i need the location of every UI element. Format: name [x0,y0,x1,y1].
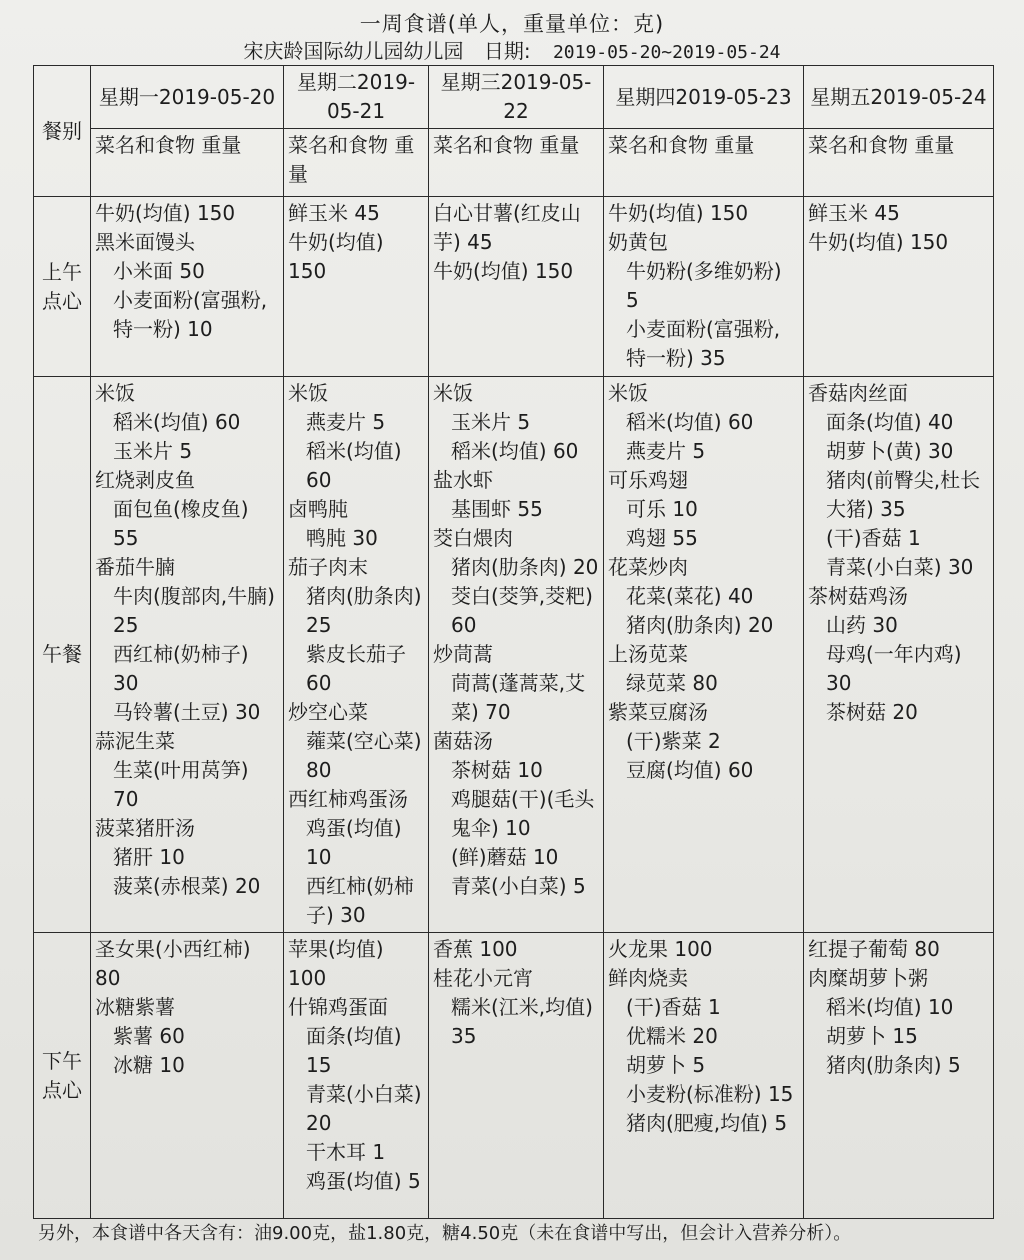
page-title: 一周食谱(单人，重量单位：克) [359,12,665,36]
menu-item: (干)香菇 1 [626,995,721,1019]
menu-item: 花菜(菜花) 40 [626,584,754,608]
meal-label: 下午点心 [34,933,91,1219]
menu-item: 黑米面馒头 [95,230,195,254]
meal-cell [284,377,429,933]
meal-cell [91,933,284,1219]
sub-header: 菜名和食物 重量 [91,129,284,197]
menu-item: 白心甘薯(红皮山芋) 45 [433,201,581,254]
menu-item: 玉米片 5 [451,410,531,434]
menu-item: 紫薯 60 [113,1024,185,1048]
menu-item: 西红柿(奶柿子) 30 [113,642,249,695]
menu-item: 牛奶(均值) 150 [95,201,236,225]
menu-item: 上汤苋菜 [608,642,688,666]
menu-item: 胡萝卜(黄) 30 [826,439,954,463]
menu-item: 米饭 [95,381,135,405]
day-header: 星期四2019-05-23 [604,66,804,129]
menu-item: 小麦面粉(富强粉,特一粉) 10 [113,288,268,341]
menu-item: 面包鱼(橡皮鱼) 55 [113,497,249,550]
menu-item: 茶树菇鸡汤 [808,584,908,608]
menu-item: 燕麦片 5 [626,439,706,463]
menu-item: 玉米片 5 [113,439,193,463]
menu-item: 鲜玉米 45 [808,201,900,225]
menu-item: 小麦粉(标准粉) 15 [626,1082,794,1106]
menu-item: 炒茼蒿 [433,642,493,666]
menu-item: 稻米(均值) 60 [306,439,402,492]
meal-row [34,377,994,933]
date-range: 2019-05-20~2019-05-24 [552,42,781,63]
menu-item: 母鸡(一年内鸡) 30 [826,642,962,695]
date-label: 日期: [483,39,531,63]
day-header: 星期二2019-05-21 [284,66,429,129]
menu-item: 盐水虾 [433,468,493,492]
menu-item: 面条(均值) 40 [826,410,954,434]
menu-item: 猪肉(肋条肉) 20 [451,555,599,579]
menu-item: 牛奶(均值) 150 [288,230,384,283]
menu-item: 马铃薯(土豆) 30 [113,700,261,724]
menu-item: 糯米(江米,均值) 35 [451,995,593,1048]
menu-item: 牛肉(腹部肉,牛腩) 25 [113,584,275,637]
page-subtitle [0,35,1024,64]
menu-item: 鸡腿菇(干)(毛头鬼伞) 10 [451,787,595,840]
menu-item: 鸡蛋(均值) 10 [306,816,402,869]
menu-item: 紫皮长茄子 60 [306,642,406,695]
menu-item: 鸡翅 55 [626,526,698,550]
sub-header: 菜名和食物 重量 [284,129,429,197]
menu-item: 紫菜豆腐汤 [608,700,708,724]
footer-note: 另外，本食谱中各天含有：油9.00克，盐1.80克，糖4.50克（未在食谱中写出，但会计入营养分析）。 [38,1223,852,1244]
menu-item: (干)紫菜 2 [626,729,721,753]
menu-item: 胡萝卜 5 [626,1053,706,1077]
menu-item: 猪肝 10 [113,845,185,869]
menu-item: 香菇肉丝面 [808,381,908,405]
menu-item: 米饭 [288,381,328,405]
day-header: 星期三2019-05-22 [429,66,604,129]
menu-item: 鸡蛋(均值) 5 [306,1169,421,1193]
menu-item: 花菜炒肉 [608,555,688,579]
menu-item: 牛奶粉(多维奶粉) 5 [626,259,782,312]
menu-item: 卤鸭肫 [288,497,348,521]
menu-item: 冰糖 10 [113,1053,185,1077]
day-header: 星期五2019-05-24 [804,66,994,129]
menu-item: 燕麦片 5 [306,410,386,434]
menu-item: 香蕉 100 [433,937,518,961]
menu-item: 牛奶(均值) 150 [808,230,949,254]
menu-item: 面条(均值) 15 [306,1024,402,1077]
menu-item: 胡萝卜 15 [826,1024,918,1048]
menu-item: 猪肉(肋条肉) 20 [626,613,774,637]
menu-item: 西红柿(奶柿子) 30 [306,874,414,927]
menu-item: (干)香菇 1 [826,526,921,550]
menu-item: 茼蒿(蓬蒿菜,艾菜) 70 [451,671,586,724]
meal-cell [429,197,604,377]
menu-item: 猪肉(肥瘦,均值) 5 [626,1111,788,1135]
header-row-days [34,66,994,129]
menu-item: 番茄牛腩 [95,555,175,579]
menu-item: 红烧剥皮鱼 [95,468,195,492]
meal-column-header: 餐别 [34,66,91,197]
sub-header: 菜名和食物 重量 [804,129,994,197]
menu-item: 青菜(小白菜) 5 [451,874,586,898]
menu-item: 稻米(均值) 60 [113,410,241,434]
menu-item: 奶黄包 [608,230,668,254]
meal-cell [429,933,604,1219]
meal-cell [604,933,804,1219]
meal-cell [804,377,994,933]
menu-item: 什锦鸡蛋面 [288,995,388,1019]
meal-row [34,197,994,377]
meal-cell [284,197,429,377]
menu-item: 炒空心菜 [288,700,368,724]
menu-item: 鲜肉烧卖 [608,966,688,990]
meal-label: 午餐 [34,377,91,933]
menu-item: 可乐 10 [626,497,698,521]
menu-item: 菌菇汤 [433,729,493,753]
menu-item: 茭白煨肉 [433,526,513,550]
meal-cell [429,377,604,933]
menu-item: 桂花小元宵 [433,966,533,990]
meal-cell [604,197,804,377]
menu-item: 西红柿鸡蛋汤 [288,787,408,811]
menu-item: 米饭 [433,381,473,405]
day-header: 星期一2019-05-20 [91,66,284,129]
menu-item: 小米面 50 [113,259,205,283]
menu-item: 基围虾 55 [451,497,543,521]
meal-label: 上午点心 [34,197,91,377]
meal-cell [91,377,284,933]
menu-item: 茶树菇 20 [826,700,918,724]
menu-item: 猪肉(肋条肉) 5 [826,1053,961,1077]
menu-item: 绿苋菜 80 [626,671,718,695]
menu-item: 菠菜猪肝汤 [95,816,195,840]
menu-item: 稻米(均值) 10 [826,995,954,1019]
menu-item: 牛奶(均值) 150 [608,201,749,225]
sub-header: 菜名和食物 重量 [604,129,804,197]
menu-item: 肉糜胡萝卜粥 [808,966,928,990]
meal-cell [804,933,994,1219]
sub-header: 菜名和食物 重量 [429,129,604,197]
menu-item: 茭白(茭笋,茭粑) 60 [451,584,593,637]
menu-item: 稻米(均值) 60 [451,439,579,463]
menu-item: 牛奶(均值) 150 [433,259,574,283]
menu-item: 鸭肫 30 [306,526,378,550]
meal-cell [804,197,994,377]
meal-cell [284,933,429,1219]
menu-item: 冰糖紫薯 [95,995,175,1019]
menu-item: 猪肉(前臀尖,杜长大猪) 35 [826,468,981,521]
menu-item: 茶树菇 10 [451,758,543,782]
header-row-sub [34,129,994,197]
menu-item: 小麦面粉(富强粉,特一粉) 35 [626,317,781,370]
menu-item: 优糯米 20 [626,1024,718,1048]
menu-item: 苹果(均值) 100 [288,937,384,990]
menu-item: 青菜(小白菜) 20 [306,1082,422,1135]
menu-item: 火龙果 100 [608,937,713,961]
menu-item: 菠菜(赤根菜) 20 [113,874,261,898]
meal-row [34,933,994,1219]
menu-item: 圣女果(小西红柿) 80 [95,937,251,990]
weekly-menu-table [33,65,994,1219]
menu-item: 豆腐(均值) 60 [626,758,754,782]
menu-item: 米饭 [608,381,648,405]
meal-cell [604,377,804,933]
menu-item: 可乐鸡翅 [608,468,688,492]
meal-cell [91,197,284,377]
menu-item: 干木耳 1 [306,1140,386,1164]
menu-item: 鲜玉米 45 [288,201,380,225]
menu-item: 蕹菜(空心菜) 80 [306,729,422,782]
menu-item: 生菜(叶用莴笋) 70 [113,758,249,811]
menu-item: 猪肉(肋条肉) 25 [306,584,422,637]
school-name: 宋庆龄国际幼儿园幼儿园 [243,39,464,63]
menu-item: 山药 30 [826,613,898,637]
menu-item: 红提子葡萄 80 [808,937,940,961]
menu-item: 青菜(小白菜) 30 [826,555,974,579]
menu-item: 稻米(均值) 60 [626,410,754,434]
menu-item: (鲜)蘑菇 10 [451,845,559,869]
menu-item: 蒜泥生菜 [95,729,175,753]
menu-item: 茄子肉末 [288,555,368,579]
